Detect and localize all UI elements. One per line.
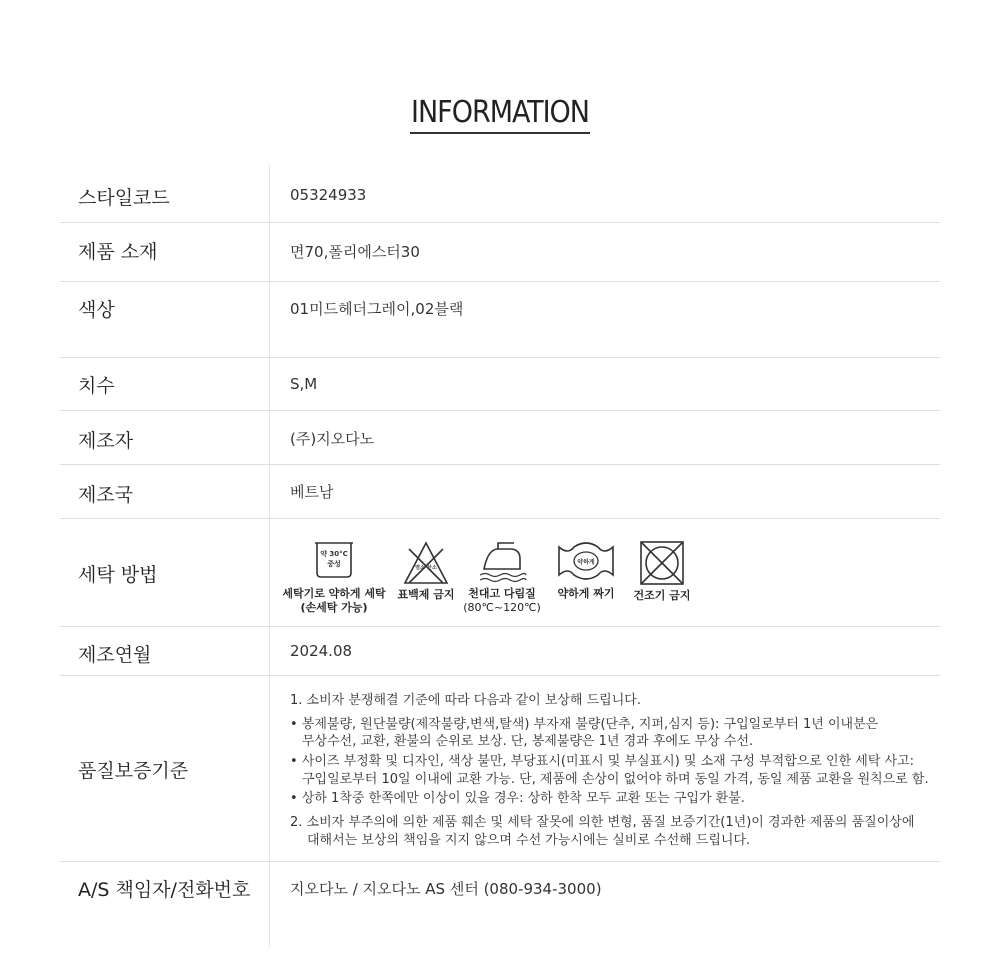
- style-code-value: 05324933: [290, 186, 367, 204]
- material-label: 제품 소재: [78, 241, 158, 263]
- iron-caption1: 천대고 다림질: [468, 587, 536, 600]
- size-value: S,M: [290, 375, 318, 393]
- date-label: 제조연월: [78, 644, 152, 666]
- maker-label: 제조자: [78, 430, 134, 452]
- quality-line: 2. 소비자 부주의에 의한 제품 훼손 및 세탁 잘못에 의한 변형, 품질 보증기간(1년)이 경과한 제품의 품질이상에: [290, 815, 915, 830]
- care-item-hand-wash: [282, 539, 386, 615]
- row-country: [60, 465, 940, 519]
- care-item-no-tumble-dry: [622, 539, 702, 603]
- hand-wash-temp-text: 약 30°C: [320, 550, 348, 558]
- as-value: 지오다노 / 지오다노 AS 센터 (080-934-3000): [290, 880, 602, 898]
- row-date: [60, 627, 940, 676]
- material-value: 면70,폴리에스터30: [290, 243, 420, 261]
- iron-caption2: (80℃~120℃): [463, 601, 541, 614]
- no-tumble-dry-icon: [638, 539, 686, 587]
- quality-label: 품질보증기준: [78, 760, 189, 782]
- row-washing: [60, 519, 940, 627]
- as-label: A/S 책임자/전화번호: [78, 879, 251, 901]
- color-value: 01미드헤더그레이,02블랙: [290, 300, 464, 318]
- hand-wash-caption1: 세탁기로 약하게 세탁: [282, 587, 386, 600]
- style-code-label: 스타일코드: [78, 187, 170, 209]
- row-material: [60, 223, 940, 282]
- no-bleach-icon: [401, 539, 451, 587]
- row-maker: [60, 411, 940, 465]
- size-label: 치수: [78, 375, 115, 397]
- page-title: INFORMATION: [410, 95, 590, 134]
- quality-line: • 봉제불량, 원단불량(제작불량,변색,탈색) 부자재 불량(단추, 지퍼,심지 등): 구입일로부터 1년 이내분은: [290, 717, 879, 732]
- care-item-gentle-wring: [546, 539, 626, 601]
- quality-line: 대해서는 보상의 책임을 지지 않으며 수선 가능시에는 실비로 수선해 드립니다.: [307, 833, 751, 848]
- title-wrap: [0, 95, 1000, 134]
- row-quality: [60, 676, 940, 862]
- no-bleach-caption: 표백제 금지: [397, 588, 455, 601]
- no-tumble-dry-caption: 건조기 금지: [633, 589, 691, 602]
- color-label: 색상: [78, 299, 115, 321]
- iron-icon: [476, 539, 528, 583]
- country-label: 제조국: [78, 484, 134, 506]
- quality-line: 구입일로부터 10일 이내에 교환 가능. 단, 제품에 손상이 없어야 하며 동일 가격, 동일 제품 교환을 원칙으로 함.: [302, 772, 929, 787]
- hand-wash-neutral-text: 중성: [327, 560, 341, 568]
- row-size: [60, 358, 940, 411]
- washing-label: 세탁 방법: [78, 564, 158, 586]
- no-bleach-chlorine-text: 염소: [415, 565, 425, 571]
- gentle-wring-text: 약하게: [577, 559, 595, 566]
- care-item-no-bleach: [386, 539, 466, 602]
- care-item-iron: [462, 539, 542, 615]
- country-value: 베트남: [290, 483, 334, 501]
- no-bleach-oxygen-text: 산소: [427, 565, 437, 571]
- row-style-code: [60, 165, 940, 223]
- date-value: 2024.08: [290, 642, 353, 660]
- quality-line: • 사이즈 부정확 및 디자인, 색상 불만, 부당표시(미표시 및 부실표시) 및 소재 구성 부적합으로 인한 세탁 사고:: [290, 754, 915, 769]
- row-color: [60, 282, 940, 358]
- row-as: [60, 862, 940, 947]
- hand-wash-30c-icon: [314, 539, 354, 581]
- quality-line: 무상수선, 교환, 환불의 순위로 보상. 단, 봉제불량은 1년 경과 후에도 무상 수선.: [302, 734, 754, 749]
- hand-wash-caption2: (손세탁 가능): [300, 601, 368, 614]
- quality-line: 1. 소비자 분쟁해결 기준에 따라 다음과 같이 보상해 드립니다.: [290, 693, 641, 708]
- quality-line: • 상하 1착중 한쪽에만 이상이 있을 경우: 상하 한착 모두 교환 또는 구입가 환불.: [290, 791, 745, 806]
- gentle-wring-caption: 약하게 짜기: [557, 587, 615, 600]
- maker-value: (주)지오다노: [290, 430, 375, 448]
- gentle-wring-icon: [556, 539, 616, 583]
